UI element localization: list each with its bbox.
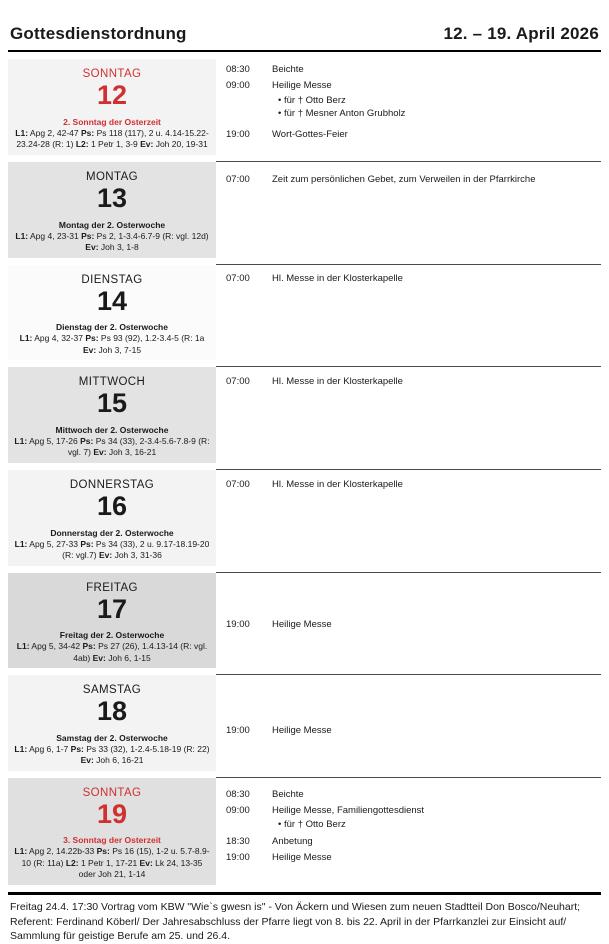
day-subtitle: Freitag der 2. Osterwoche <box>59 630 165 641</box>
day-subtitle: 3. Sonntag der Osterzeit <box>63 835 161 846</box>
reading-label: L1: <box>16 641 30 652</box>
day-card <box>8 573 216 669</box>
event-time: 07:00 <box>226 478 250 490</box>
event-row <box>226 376 599 388</box>
reading-label: Ev: <box>82 344 97 355</box>
day-readings: L1: Apg 6, 1-7 Ps: Ps 33 (32), 1-2.4-5.18-19 (R: 22) Ev: Joh 6, 16-21 <box>14 743 210 766</box>
day-card <box>8 778 216 885</box>
events-list <box>216 265 601 368</box>
day-row <box>8 265 601 368</box>
event-time: 19:00 <box>226 852 250 864</box>
event-text: Heilige Messe <box>272 852 332 864</box>
day-number: 16 <box>96 490 128 521</box>
event-main <box>226 273 599 285</box>
events-list <box>216 778 601 892</box>
event-time: 08:30 <box>226 788 250 800</box>
reading-label: L1: <box>19 333 33 344</box>
day-card <box>8 367 216 463</box>
reading-label: L1: <box>14 538 28 549</box>
reading-label: Ev: <box>98 550 113 561</box>
day-card-wrap <box>8 162 216 265</box>
event-row <box>226 789 599 801</box>
day-readings: L1: Apg 4, 32-37 Ps: Ps 93 (92), 1.2-3.4-5 (R: 1a Ev: Joh 3, 7-15 <box>19 333 205 355</box>
event-text: Hl. Messe in der Klosterkapelle <box>272 272 403 284</box>
event-time: 07:00 <box>226 376 250 388</box>
day-subtitle: 2. Sonntag der Osterzeit <box>63 116 161 127</box>
day-row <box>8 367 601 470</box>
reading-label: Ev: <box>139 857 153 868</box>
event-text: Hl. Messe in der Klosterkapelle <box>272 478 403 490</box>
date-range: 12. – 19. April 2026 <box>443 24 599 43</box>
day-readings: L1: Apg 5, 27-33 Ps: Ps 34 (33), 2 u. 9.17-18.19-20 (R: vgl.7) Ev: Joh 3, 31-36 <box>14 538 210 561</box>
day-name: MITTWOCH <box>78 376 146 389</box>
day-row <box>8 470 601 573</box>
day-subtitle: Samstag der 2. Osterwoche <box>56 732 168 743</box>
event-time: 19:00 <box>226 129 250 141</box>
day-card-wrap <box>8 265 216 368</box>
day-readings: L1: Apg 5, 34-42 Ps: Ps 27 (26), 1.4.13-14 (R: vgl. 4ab) Ev: Joh 6, 1-15 <box>16 641 208 663</box>
event-text: Heilige Messe, Familiengottesdienst <box>272 805 425 817</box>
event-time: 09:00 <box>226 805 250 817</box>
event-text: Anbetung <box>272 835 313 847</box>
day-readings: L1: Apg 2, 14.22b-33 Ps: Ps 16 (15), 1-2 u. 5.7-8.9-10 (R: 11a) L2: 1 Petr 1, 17-21 Ev: Lk 24, 13-35 oder Joh 21, 1-14 <box>14 846 210 880</box>
reading-label: Ps: <box>82 641 96 652</box>
day-name: FREITAG <box>86 581 138 594</box>
event-row <box>226 129 599 141</box>
day-card <box>8 59 216 155</box>
event-bullets <box>278 95 599 121</box>
day-number: 15 <box>96 388 128 419</box>
reading-label: L1: <box>15 127 29 138</box>
event-time: 07:00 <box>226 174 250 185</box>
event-text: Zeit zum persönlichen Gebet, zum Verweilen in der Pfarrkirche <box>272 174 536 185</box>
day-number: 17 <box>96 593 128 624</box>
event-main <box>226 376 599 388</box>
reading-label: Ev: <box>80 755 94 766</box>
event-time: 18:30 <box>226 835 250 847</box>
day-subtitle: Montag der 2. Osterwoche <box>58 219 166 230</box>
day-name: SONNTAG <box>82 786 142 799</box>
event-text: Heilige Messe <box>272 618 332 630</box>
event-text: Heilige Messe <box>272 725 332 737</box>
event-row <box>226 64 599 76</box>
day-name: MONTAG <box>85 171 139 183</box>
events-list <box>216 573 601 676</box>
page-header <box>8 0 601 50</box>
reading-label: Ps: <box>80 538 94 549</box>
event-row <box>226 852 599 864</box>
event-main <box>226 789 599 801</box>
page-title: Gottesdienstordnung <box>10 24 187 43</box>
event-bullet: • für † Otto Berz <box>278 95 599 107</box>
event-main <box>226 836 599 848</box>
reading-label: Ps: <box>96 846 110 857</box>
day-card <box>8 470 216 566</box>
event-time: 09:00 <box>226 80 250 92</box>
event-row <box>226 805 599 832</box>
event-main <box>226 805 599 817</box>
events-list <box>216 162 601 265</box>
day-readings: L1: Apg 4, 23-31 Ps: Ps 2, 1-3.4-6.7-9 (R: vgl. 12d) Ev: Joh 3, 1-8 <box>15 230 209 253</box>
events-list <box>216 675 601 778</box>
event-main <box>226 479 599 491</box>
reading-label: Ps: <box>80 127 95 138</box>
events-list <box>216 367 601 470</box>
event-time: 19:00 <box>226 618 250 630</box>
day-row <box>8 778 601 892</box>
day-readings: L1: Apg 2, 42-47 Ps: Ps 118 (117), 2 u. 4.14-15.22-23.24-28 (R: 1) L2: 1 Petr 1, 3-9 Ev: Joh 20, 19-31 <box>15 127 209 150</box>
event-bullet: • für † Otto Berz <box>278 819 599 831</box>
day-card-wrap <box>8 778 216 892</box>
day-card <box>8 675 216 771</box>
event-main <box>226 174 599 186</box>
day-number: 13 <box>96 183 128 213</box>
event-text: Beichte <box>272 788 304 800</box>
day-name: DONNERSTAG <box>69 478 155 491</box>
event-row <box>226 479 599 491</box>
reading-label: L1: <box>15 230 29 241</box>
event-main <box>226 64 599 76</box>
reading-label: Ps: <box>70 743 84 754</box>
day-subtitle: Donnerstag der 2. Osterwoche <box>50 527 174 538</box>
event-text: Wort-Gottes-Feier <box>272 129 348 141</box>
day-name: SAMSTAG <box>82 684 142 697</box>
day-row <box>8 59 601 162</box>
day-card-wrap <box>8 59 216 162</box>
reading-label: Ps: <box>80 435 94 446</box>
event-main <box>226 129 599 141</box>
day-row <box>8 573 601 676</box>
day-number: 12 <box>96 80 128 110</box>
day-card <box>8 162 216 258</box>
event-row <box>226 619 599 631</box>
event-row <box>226 836 599 848</box>
reading-label: Ev: <box>92 652 106 663</box>
day-card-wrap <box>8 470 216 573</box>
reading-label: Ev: <box>140 139 154 150</box>
event-row <box>226 174 599 186</box>
day-subtitle: Mittwoch der 2. Osterwoche <box>55 424 169 435</box>
reading-label: L2: <box>65 857 79 868</box>
reading-label: L1: <box>14 435 28 446</box>
day-readings: L1: Apg 5, 17-26 Ps: Ps 34 (33), 2-3.4-5.6-7.8-9 (R: vgl. 7) Ev: Joh 3, 16-21 <box>14 435 210 458</box>
footer-note: Freitag 24.4. 17:30 Vortrag vom KBW "Wie`s gwesn is" - Von Äckern und Wiesen zum neuen Stadtteil Don Bosco/Neuhart; Referent: Ferdinand Köberl/ Der Jahresabschluss der Pfarre liegt von 8. bis 22. April in der Pfarrkanzlei zur Einsicht auf/ Sammlung für geistige Berufe am 25. und 26.4. <box>10 900 581 943</box>
day-name: SONNTAG <box>82 68 142 80</box>
event-time: 08:30 <box>226 64 250 75</box>
reading-label: Ps: <box>81 230 95 241</box>
day-number: 19 <box>96 798 128 829</box>
event-bullets <box>278 819 599 831</box>
schedule-rows <box>8 59 601 892</box>
day-card <box>8 265 216 361</box>
event-text: Beichte <box>272 64 304 75</box>
event-main <box>226 852 599 864</box>
day-subtitle: Dienstag der 2. Osterwoche <box>56 322 168 333</box>
day-number: 14 <box>96 285 128 316</box>
reading-label: Ps: <box>85 333 99 344</box>
events-list <box>216 59 601 162</box>
reading-label: Ev: <box>93 447 107 458</box>
event-text: Hl. Messe in der Klosterkapelle <box>272 376 403 388</box>
day-row <box>8 675 601 778</box>
reading-label: Ev: <box>85 242 99 253</box>
day-name: DIENSTAG <box>81 273 143 286</box>
event-row <box>226 273 599 285</box>
event-main <box>226 619 599 631</box>
event-main <box>226 80 599 92</box>
event-text: Heilige Messe <box>272 80 332 92</box>
reading-label: L2: <box>75 139 89 150</box>
events-list <box>216 470 601 573</box>
event-time: 07:00 <box>226 272 250 284</box>
header-divider <box>8 50 601 52</box>
event-time: 19:00 <box>226 725 250 737</box>
event-bullet: • für † Mesner Anton Grubholz <box>278 108 599 120</box>
day-card-wrap <box>8 367 216 470</box>
event-row <box>226 725 599 737</box>
day-card-wrap <box>8 573 216 676</box>
day-row <box>8 162 601 265</box>
day-number: 18 <box>96 696 128 727</box>
reading-label: L1: <box>14 846 28 857</box>
reading-label: L1: <box>14 743 28 754</box>
day-card-wrap <box>8 675 216 778</box>
event-row <box>226 80 599 120</box>
event-main <box>226 725 599 737</box>
